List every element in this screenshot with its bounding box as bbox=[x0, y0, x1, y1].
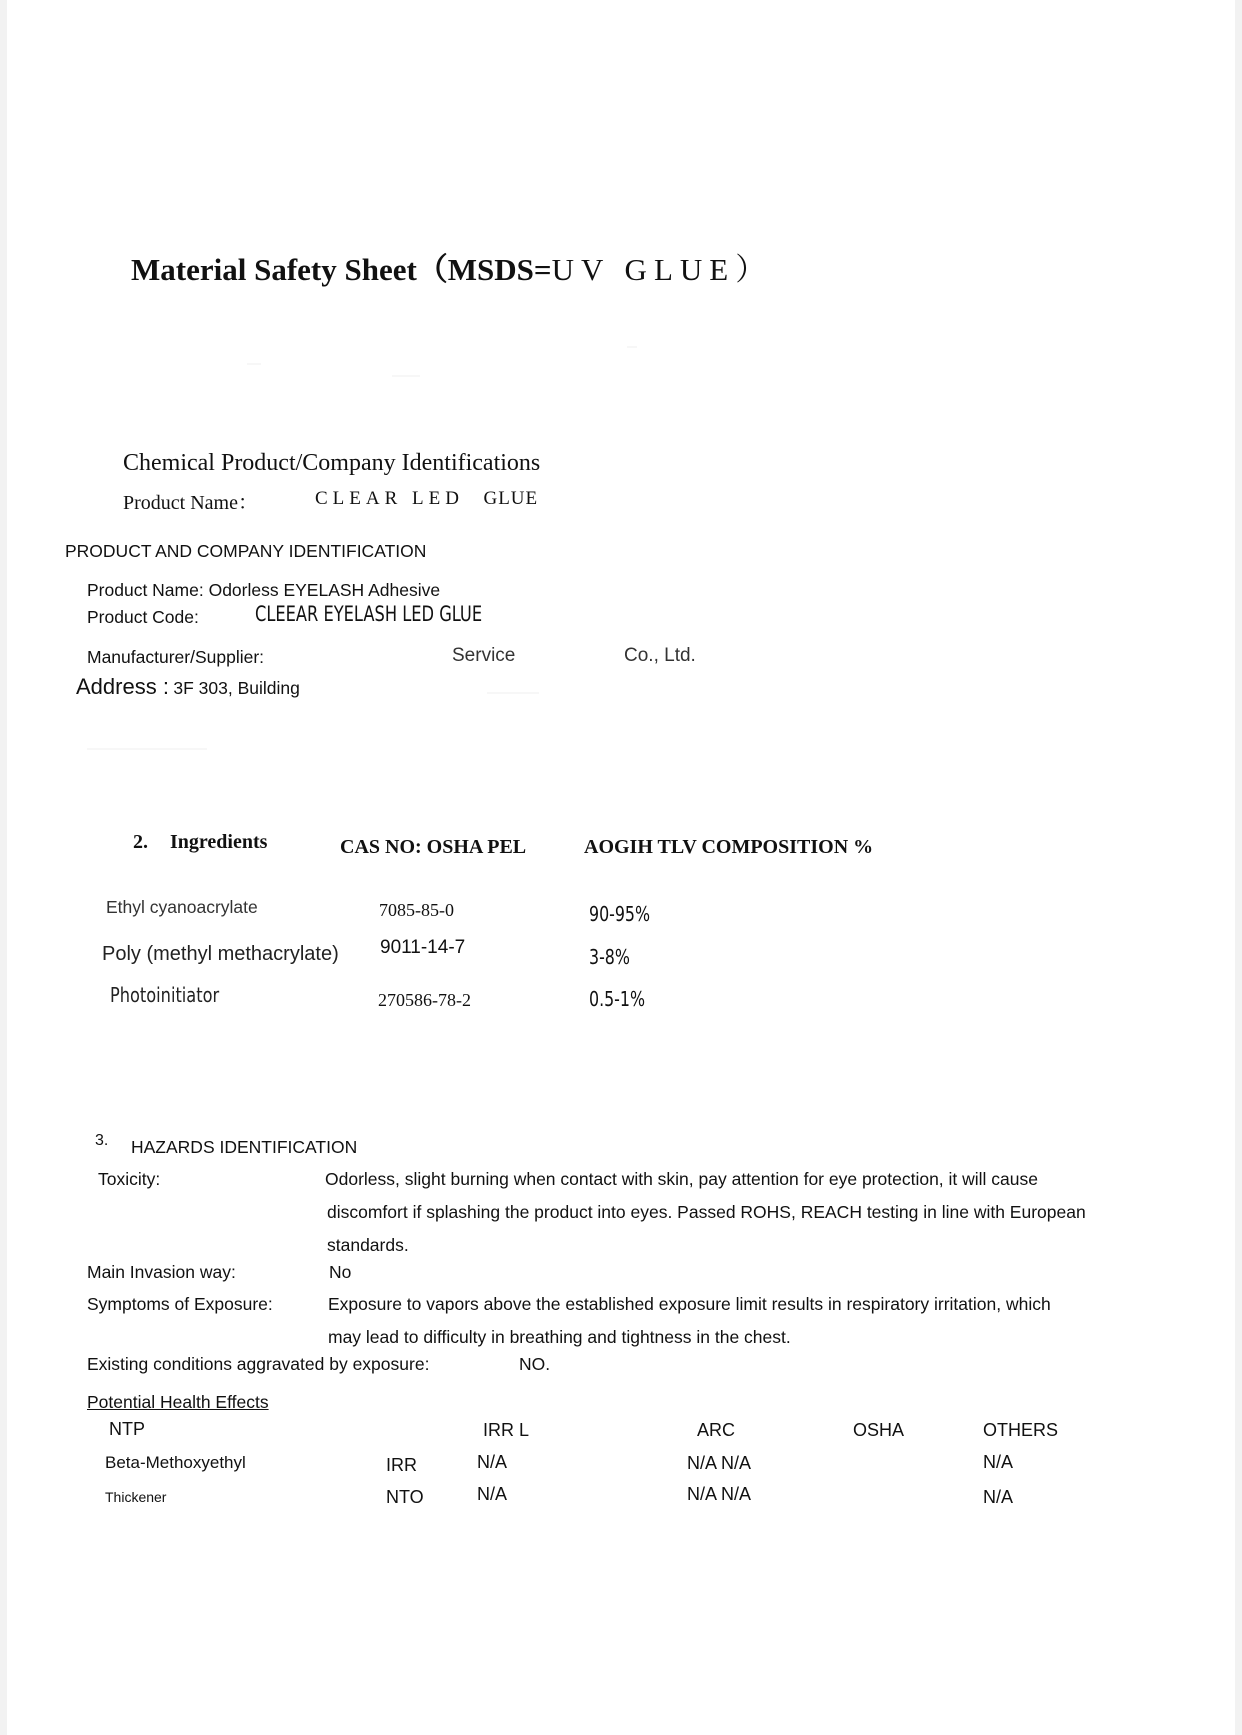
chem-product-name-value bbox=[315, 488, 538, 510]
ingredient-cas: 270586-78-2 bbox=[378, 990, 471, 1010]
table-row-code: NTO bbox=[386, 1487, 424, 1507]
title-main: Material Safety Sheet（MSDS= bbox=[131, 252, 552, 287]
ingredient-name: Photoinitiator bbox=[110, 983, 220, 1007]
table-row-name: Thickener bbox=[105, 1489, 167, 1505]
redaction-mark bbox=[487, 692, 539, 694]
identification-heading: PRODUCT AND COMPANY IDENTIFICATION bbox=[65, 541, 427, 561]
health-effects-heading: Potential Health Effects bbox=[87, 1392, 269, 1412]
conditions-label: Existing conditions aggravated by exposure: bbox=[87, 1354, 430, 1374]
chem-section-heading: Chemical Product/Company Identifications bbox=[123, 450, 541, 476]
table-row-others: N/A bbox=[983, 1452, 1014, 1472]
ingredients-number: 2. bbox=[133, 831, 148, 853]
table-header-others: OTHERS bbox=[983, 1420, 1059, 1440]
ingredients-heading: Ingredients bbox=[170, 831, 268, 853]
chem-product-name-label: Product Name： bbox=[123, 492, 258, 514]
title-close: ） bbox=[735, 252, 774, 287]
table-row-irr: N/A bbox=[477, 1484, 508, 1504]
chem-product-name-main: CLEAR LED bbox=[315, 488, 464, 509]
ingredient-cas: 7085-85-0 bbox=[379, 900, 454, 920]
address-value: 3F 303, Building bbox=[173, 678, 300, 698]
toxicity-line: discomfort if splashing the product into eyes. Passed ROHS, REACH testing in line with European bbox=[327, 1202, 1086, 1222]
toxicity-label: Toxicity: bbox=[98, 1169, 161, 1189]
manufacturer-company-suffix: Co., Ltd. bbox=[624, 645, 696, 666]
symptoms-line: may lead to difficulty in breathing and tightness in the chest. bbox=[328, 1327, 791, 1347]
invasion-value: No bbox=[329, 1262, 352, 1282]
redaction-mark bbox=[627, 346, 637, 348]
table-header-arc: ARC bbox=[697, 1420, 736, 1440]
identification-product-name: Product Name: Odorless EYELASH Adhesive bbox=[87, 580, 441, 600]
conditions-value: NO. bbox=[519, 1354, 551, 1374]
chem-product-name-tail: GLUE bbox=[483, 488, 539, 509]
redaction-mark bbox=[87, 748, 207, 750]
table-row-irr: N/A bbox=[477, 1452, 508, 1472]
ingredient-name: Poly (methyl methacrylate) bbox=[102, 943, 339, 965]
product-code-label: Product Code: bbox=[87, 607, 199, 627]
ingredients-col-composition: AOGIH TLV COMPOSITION % bbox=[584, 836, 874, 858]
ingredients-col-cas: CAS NO: OSHA PEL bbox=[340, 836, 527, 858]
toxicity-line: standards. bbox=[327, 1235, 409, 1255]
redaction-mark bbox=[392, 375, 420, 377]
ingredient-name: Ethyl cyanoacrylate bbox=[106, 897, 258, 917]
ingredient-composition: 0.5-1% bbox=[589, 987, 646, 1011]
redaction-mark bbox=[247, 363, 261, 365]
document-page bbox=[7, 0, 1235, 1735]
table-header-ntp: NTP bbox=[109, 1419, 145, 1439]
invasion-label: Main Invasion way: bbox=[87, 1262, 236, 1282]
address-label: Address : bbox=[76, 674, 169, 699]
manufacturer-label: Manufacturer/Supplier: bbox=[87, 647, 265, 667]
table-row-others: N/A bbox=[983, 1487, 1014, 1507]
title-spaced: UV GLUE bbox=[551, 252, 736, 287]
table-row-code: IRR bbox=[386, 1455, 417, 1475]
hazards-number: 3. bbox=[95, 1132, 109, 1149]
hazards-heading: HAZARDS IDENTIFICATION bbox=[131, 1137, 358, 1157]
address-line bbox=[76, 674, 300, 700]
toxicity-line: Odorless, slight burning when contact with skin, pay attention for eye protection, it will cause bbox=[325, 1169, 1039, 1189]
manufacturer-service: Service bbox=[452, 645, 516, 666]
table-row-arc: N/A N/A bbox=[687, 1453, 752, 1473]
document-title bbox=[131, 244, 773, 289]
table-row-name: Beta-Methoxyethyl bbox=[105, 1453, 246, 1472]
table-header-irr: IRR L bbox=[483, 1420, 530, 1440]
ingredient-composition: 3-8% bbox=[589, 945, 630, 969]
table-row-arc: N/A N/A bbox=[687, 1484, 752, 1504]
product-code-value: CLEEAR EYELASH LED GLUE bbox=[255, 602, 483, 626]
table-header-osha: OSHA bbox=[853, 1420, 905, 1440]
ingredient-cas: 9011-14-7 bbox=[380, 937, 466, 958]
ingredient-composition: 90-95% bbox=[589, 902, 651, 926]
symptoms-label: Symptoms of Exposure: bbox=[87, 1294, 273, 1314]
symptoms-line: Exposure to vapors above the established exposure limit results in respiratory irritation, which bbox=[328, 1294, 1051, 1314]
